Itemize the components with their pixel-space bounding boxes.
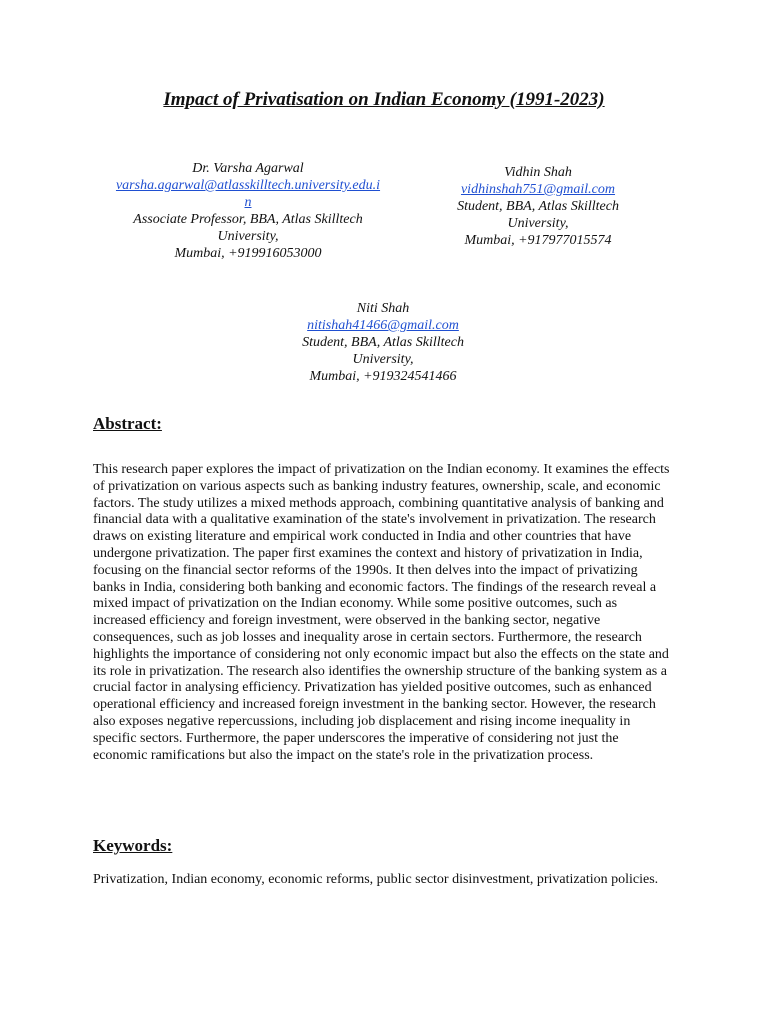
author-affiliation: University, — [507, 216, 569, 231]
author-name: Dr. Varsha Agarwal — [192, 161, 304, 176]
author-email-link[interactable]: nitishah41466@gmail.com — [307, 318, 459, 333]
author-location-phone: Mumbai, +917977015574 — [464, 233, 612, 248]
paper-title: Impact of Privatisation on Indian Economy (1991-2023) — [163, 89, 605, 110]
author-name: Niti Shah — [356, 301, 410, 316]
author-block-1 — [98, 160, 398, 262]
abstract-heading: Abstract: — [93, 414, 162, 433]
abstract-text: This research paper explores the impact of privatization on the Indian economy. It examines the effects of privatization on various aspects such as banking industry features, ownership, scale, and economic factors. The study utilizes a mixed methods approach, combining quantitative analysis of banking and financial data with a qualitative examination of the state's involvement in privatization. The research draws on existing literature and empirical work conducted in India and other countries that have undergone privatization. The paper first examines the context and history of privatization in India, focusing on the financial sector reforms of the 1990s. It then delves into the impact of privatizing banks in India, considering both banking and economic factors. The findings of the research reveal a mixed impact of privatization on the Indian economy. While some positive outcomes, such as increased efficiency and foreign investment, were observed in the banking sector, negative consequences, such as job losses and inequality arose in certain sectors. Furthermore, the research highlights the importance of considering not only economic impact but also the effects on the state and its role in privatization. The research also identifies the ownership structure of the banking system as a crucial factor in analysing efficiency. Privatization has yielded positive outcomes, such as enhanced operational efficiency and increased foreign investment in the banking sector. However, the research also exposes negative repercussions, including job displacement and rising income inequality in specific sectors. Furthermore, the paper underscores the imperative of considering not just the economic ramifications but also the impact on the state's role in the privatization process. — [93, 462, 670, 763]
author-block-2 — [418, 164, 658, 249]
author-affiliation: University, — [217, 229, 279, 244]
author-email-link[interactable]: vidhinshah751@gmail.com — [460, 182, 616, 197]
author-location-phone: Mumbai, +919916053000 — [174, 246, 322, 261]
author-affiliation: Student, BBA, Atlas Skilltech — [302, 335, 464, 350]
author-email-link[interactable]: varsha.agarwal@atlasskilltech.university.edu.i n — [115, 178, 381, 210]
author-affiliation: University, — [352, 352, 414, 367]
keywords-text: Privatization, Indian economy, economic reforms, public sector disinvestment, privatization policies. — [93, 872, 659, 887]
author-location-phone: Mumbai, +919324541466 — [309, 369, 457, 384]
author-affiliation: Student, BBA, Atlas Skilltech — [457, 199, 619, 214]
author-name: Vidhin Shah — [504, 165, 572, 180]
keywords-heading: Keywords: — [93, 836, 173, 855]
author-block-3 — [268, 300, 498, 385]
author-affiliation: Associate Professor, BBA, Atlas Skilltech — [133, 212, 363, 227]
